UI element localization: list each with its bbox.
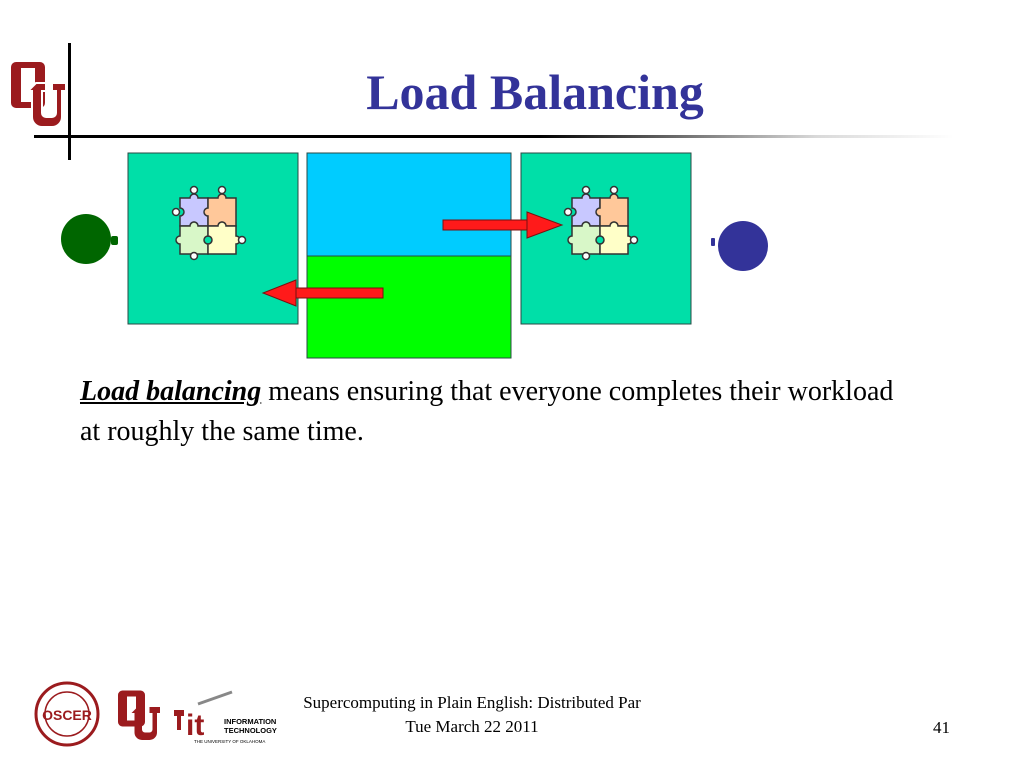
page-number: 41 <box>933 718 950 737</box>
body-text <box>80 372 900 452</box>
puzzle-icon <box>565 187 638 260</box>
workload-box-top <box>307 153 511 256</box>
person-icon <box>711 221 768 271</box>
svg-text:TECHNOLOGY: TECHNOLOGY <box>224 726 277 735</box>
puzzle-icon <box>173 187 246 260</box>
load-balancing-diagram <box>0 140 1024 370</box>
footer-logos <box>22 680 297 748</box>
workload-box-bottom <box>307 256 511 358</box>
slide-title: Load Balancing <box>366 64 704 120</box>
footer-date: Tue March 22 2011 <box>405 717 539 736</box>
oscer-logo-icon <box>36 683 98 745</box>
title-horizontal-rule <box>34 135 954 138</box>
footer-course-title: Supercomputing in Plain English: Distributed Par <box>303 693 641 712</box>
term-load-balancing: Load balancing <box>80 376 262 407</box>
svg-text:OSCER: OSCER <box>42 707 92 723</box>
svg-text:THE UNIVERSITY OF OKLAHOMA: THE UNIVERSITY OF OKLAHOMA <box>194 739 266 744</box>
body-definition: means ensuring that everyone completes their workload at roughly the same time. <box>80 376 894 447</box>
svg-text:it: it <box>186 709 205 742</box>
svg-text:INFORMATION: INFORMATION <box>224 717 277 726</box>
footer-text <box>262 691 682 739</box>
ou-logo-icon <box>118 691 160 741</box>
person-icon <box>61 214 118 264</box>
